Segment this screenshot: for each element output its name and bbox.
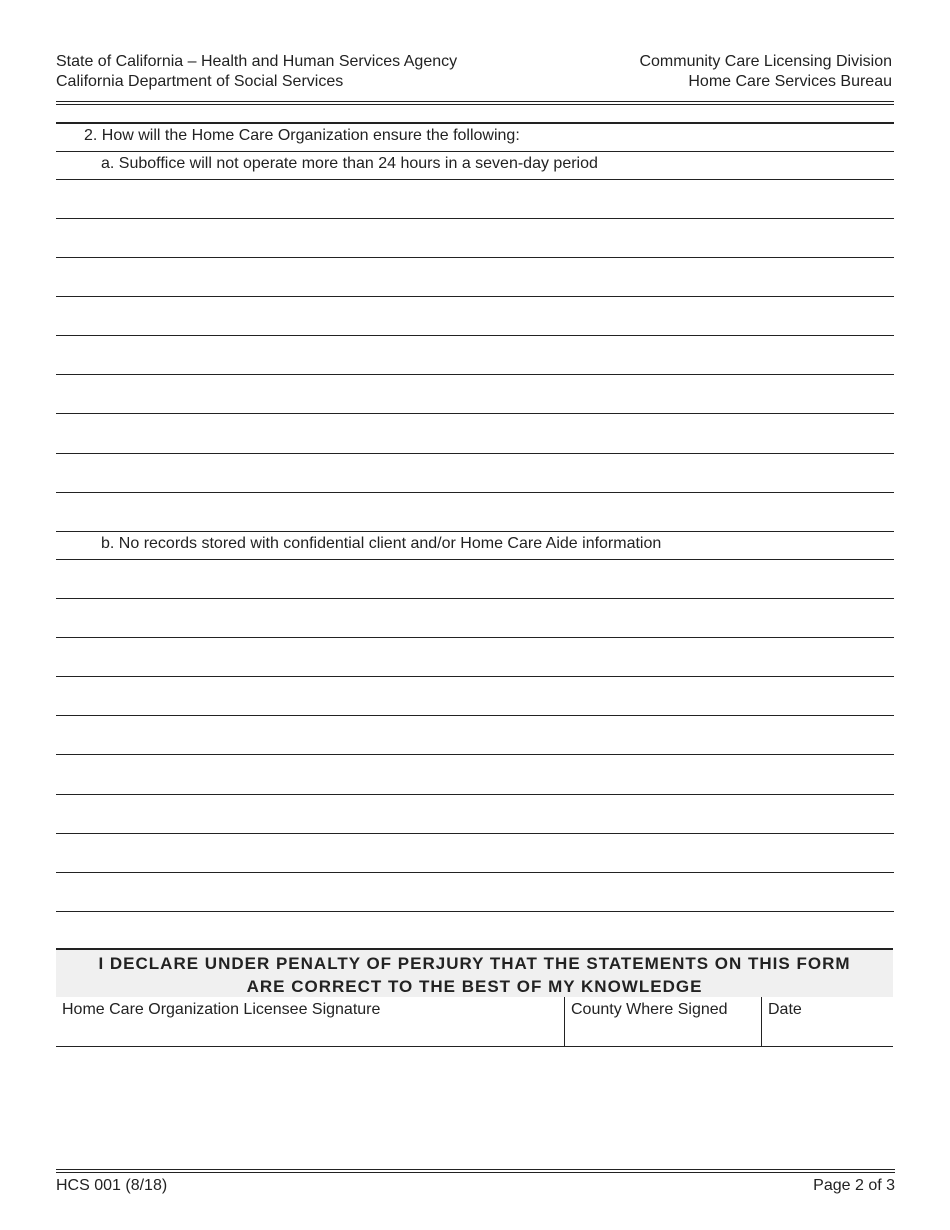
declaration-line-2: ARE CORRECT TO THE BEST OF MY KNOWLEDGE <box>246 977 703 996</box>
answer-line[interactable] <box>56 257 894 258</box>
licensee-signature-field[interactable] <box>56 997 564 1046</box>
answer-line[interactable] <box>56 559 894 560</box>
header-divider <box>56 101 894 102</box>
department-name: California Department of Social Services <box>56 73 344 90</box>
answer-line[interactable] <box>56 335 894 336</box>
answer-line[interactable] <box>56 598 894 599</box>
answer-line[interactable] <box>56 754 894 755</box>
header-divider <box>56 104 894 105</box>
answer-line[interactable] <box>56 453 894 454</box>
page-number: Page 2 of 3 <box>813 1177 895 1194</box>
answer-line[interactable] <box>56 676 894 677</box>
answer-line[interactable] <box>56 872 894 873</box>
footer-divider <box>56 1169 895 1170</box>
answer-line[interactable] <box>56 374 894 375</box>
answer-line[interactable] <box>56 492 894 493</box>
section-divider <box>56 122 894 124</box>
answer-line[interactable] <box>56 794 894 795</box>
answer-line[interactable] <box>56 715 894 716</box>
perjury-declaration <box>56 948 893 997</box>
question-2: 2. How will the Home Care Organization ensure the following: <box>84 127 520 144</box>
county-field[interactable] <box>564 997 761 1046</box>
answer-line[interactable] <box>56 413 894 414</box>
answer-line[interactable] <box>56 531 894 532</box>
answer-line[interactable] <box>56 296 894 297</box>
licensee-signature-label: Home Care Organization Licensee Signature <box>62 1001 381 1018</box>
agency-header <box>56 52 457 92</box>
county-label: County Where Signed <box>571 1001 728 1018</box>
answer-line[interactable] <box>56 637 894 638</box>
declaration-line-1: I DECLARE UNDER PENALTY OF PERJURY THAT THE STATEMENTS ON THIS FORM <box>98 954 851 973</box>
answer-line[interactable] <box>56 218 894 219</box>
division-header <box>639 52 892 92</box>
agency-name: State of California – Health and Human Services Agency <box>56 53 458 70</box>
bureau-name: Home Care Services Bureau <box>688 73 892 90</box>
division-name: Community Care Licensing Division <box>639 53 892 70</box>
answer-line[interactable] <box>56 833 894 834</box>
date-label: Date <box>768 1001 802 1018</box>
divider <box>56 151 894 152</box>
footer-divider <box>56 1172 895 1173</box>
date-field[interactable] <box>761 997 893 1046</box>
question-2b: b. No records stored with confidential client and/or Home Care Aide information <box>101 535 662 552</box>
answer-line[interactable] <box>56 911 894 912</box>
form-id: HCS 001 (8/18) <box>56 1177 168 1194</box>
signature-row <box>56 997 893 1047</box>
answer-line[interactable] <box>56 179 894 180</box>
question-2a: a. Suboffice will not operate more than 24 hours in a seven-day period <box>101 155 598 172</box>
